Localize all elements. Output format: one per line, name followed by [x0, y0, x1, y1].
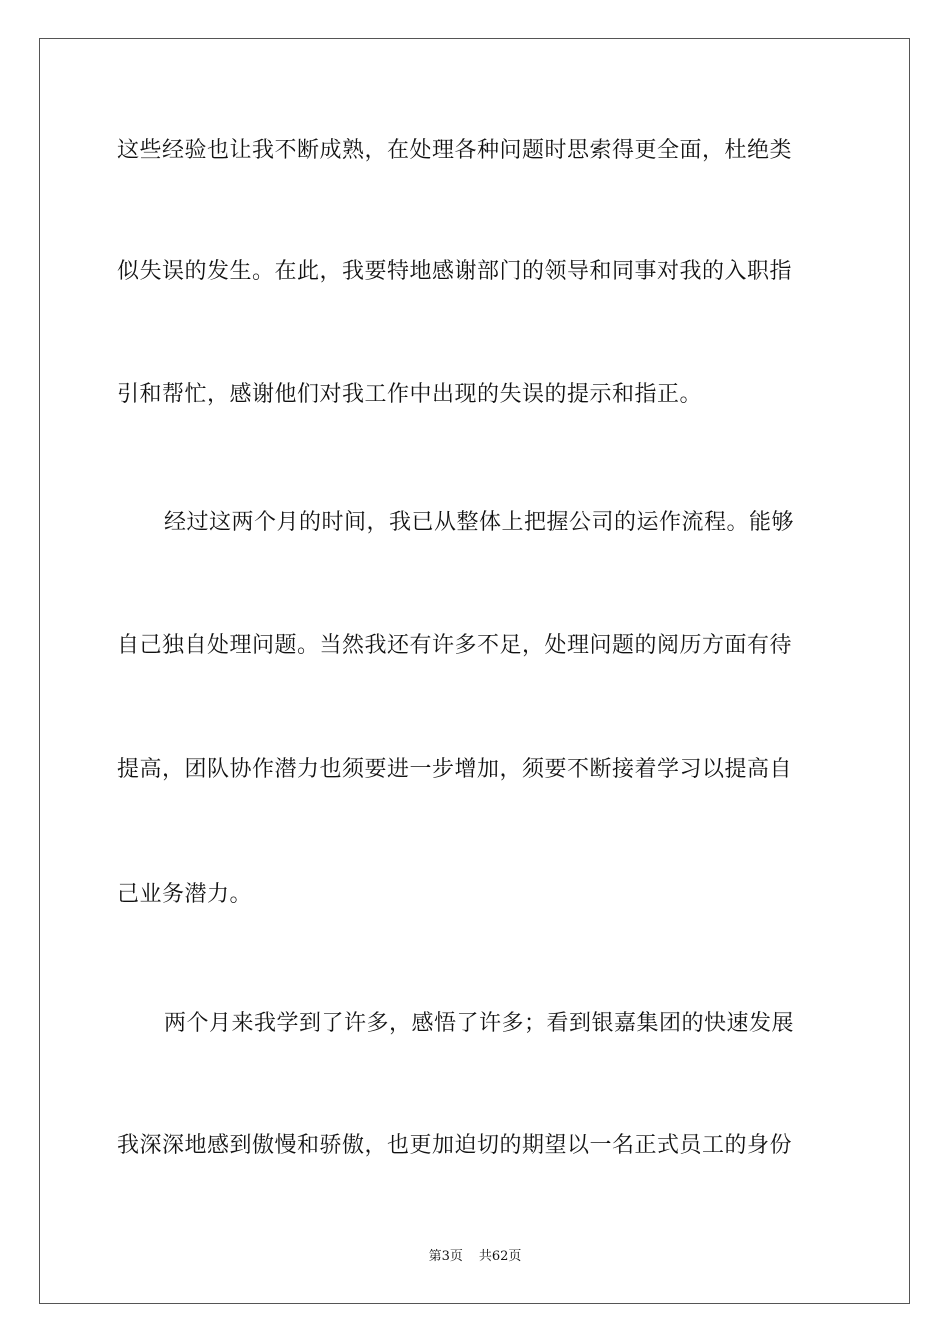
text-line-5: 自己独自处理问题。当然我还有许多不足，处理问题的阅历方面有待 [117, 633, 793, 658]
page-total: 共62页 [478, 1249, 522, 1264]
text-line-3: 引和帮忙，感谢他们对我工作中出现的失误的提示和指正。 [117, 382, 703, 407]
text-line-8: 两个月来我学到了许多，感悟了许多；看到银嘉集团的快速发展 [164, 1011, 795, 1036]
page-frame [39, 38, 910, 1304]
page-number: 第3页 [428, 1249, 463, 1264]
text-line-6: 提高，团队协作潜力也须要进一步增加，须要不断接着学习以提高自 [117, 757, 793, 782]
text-line-7: 己业务潜力。 [117, 882, 253, 907]
text-line-9: 我深深地感到傲慢和骄傲，也更加迫切的期望以一名正式员工的身份 [117, 1133, 793, 1158]
page-footer [0, 1248, 950, 1266]
text-line-1: 这些经验也让我不断成熟，在处理各种问题时思索得更全面，杜绝类 [117, 138, 793, 163]
text-line-2: 似失误的发生。在此，我要特地感谢部门的领导和同事对我的入职指 [117, 259, 793, 284]
text-line-4: 经过这两个月的时间，我已从整体上把握公司的运作流程。能够 [164, 510, 795, 535]
